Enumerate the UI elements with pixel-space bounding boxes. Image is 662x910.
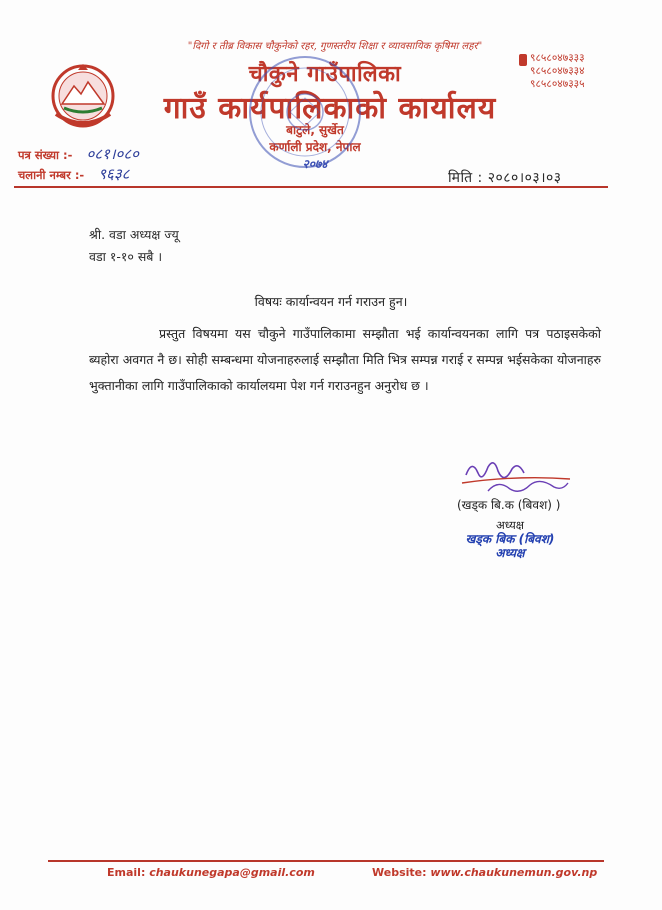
motto: "दिगो र तीब्र विकास चौकुनेको रहर, गुणस्तरीय शिक्षा र व्यावसायिक कृषिमा लहर" xyxy=(187,41,483,52)
seal-name: खड्क बिक (बिवश) xyxy=(465,532,555,546)
footer-email xyxy=(107,866,315,879)
signer-title: अध्यक्ष xyxy=(496,518,525,532)
dispatch-number xyxy=(18,164,129,184)
dispatch-number-label: चलानी नम्बर :- xyxy=(18,168,85,182)
letter-number xyxy=(18,144,139,164)
header-divider xyxy=(14,186,608,188)
email-label: Email: xyxy=(107,866,146,879)
website-label: Website: xyxy=(372,866,427,879)
dispatch-number-value: ९६३८ xyxy=(98,165,130,183)
website-link[interactable]: www.chaukunemun.gov.np xyxy=(430,866,598,879)
letter-number-label: पत्र संख्या :- xyxy=(18,148,73,162)
signer-name: (खड्क बि.क (बिवश) ) xyxy=(457,498,561,512)
phone-number: ९८५८०४७३३५ xyxy=(530,78,585,90)
address-year: २०७४ xyxy=(302,157,328,171)
footer-divider xyxy=(48,860,604,862)
nepal-emblem-icon xyxy=(48,62,118,134)
subject-line: विषयः कार्यान्वयन गर्न गराउन हुन। xyxy=(254,294,408,309)
phone-number: ९८५८०४७३३३ xyxy=(530,52,585,64)
letter-body: प्रस्तुत विषयमा यस चौकुने गाउँपालिकामा सम्झौता भई कार्यान्वयनका लागि पत्र पठाइसकेको ब्यहोरा अवगत नै छ। सोही सम्बन्धमा योजनाहरुलाई सम्झौता मिति भित्र सम्पन्न गराई र सम्पन्न भईसकेका योजनाहरु भुक्तानीका लागि गाउँपालिकाको कार्यालयमा पेश गर्न गराउनहुन अनुरोध छ । xyxy=(89,326,601,393)
phone-list xyxy=(530,52,585,91)
signature-seal xyxy=(460,532,560,560)
phone-icon xyxy=(519,54,527,66)
phone-number: ९८५८०४७३३४ xyxy=(530,65,585,77)
address-line-2: कर्णाली प्रदेश, नेपाल xyxy=(269,140,361,154)
signature-scrawl-icon xyxy=(458,455,578,500)
address-line-1: बाटुले, सुर्खेत xyxy=(286,123,344,137)
seal-title: अध्यक्ष xyxy=(495,546,525,560)
footer-website xyxy=(372,866,597,879)
office-title: गाउँ कार्यपालिकाको कार्यालय xyxy=(163,91,497,126)
municipality-name: चौकुने गाउँपालिका xyxy=(248,62,402,87)
letter-date: मिति : २०८०।०३।०३ xyxy=(448,170,562,186)
recipient-line-2: वडा १-१० सबै । xyxy=(89,249,163,264)
email-link[interactable]: chaukunegapa@gmail.com xyxy=(149,866,315,879)
office-address xyxy=(255,122,375,173)
letter-number-value: ०८१।०८० xyxy=(86,145,139,163)
recipient-line-1: श्री. वडा अध्यक्ष ज्यू xyxy=(89,227,179,242)
recipient xyxy=(89,224,179,268)
